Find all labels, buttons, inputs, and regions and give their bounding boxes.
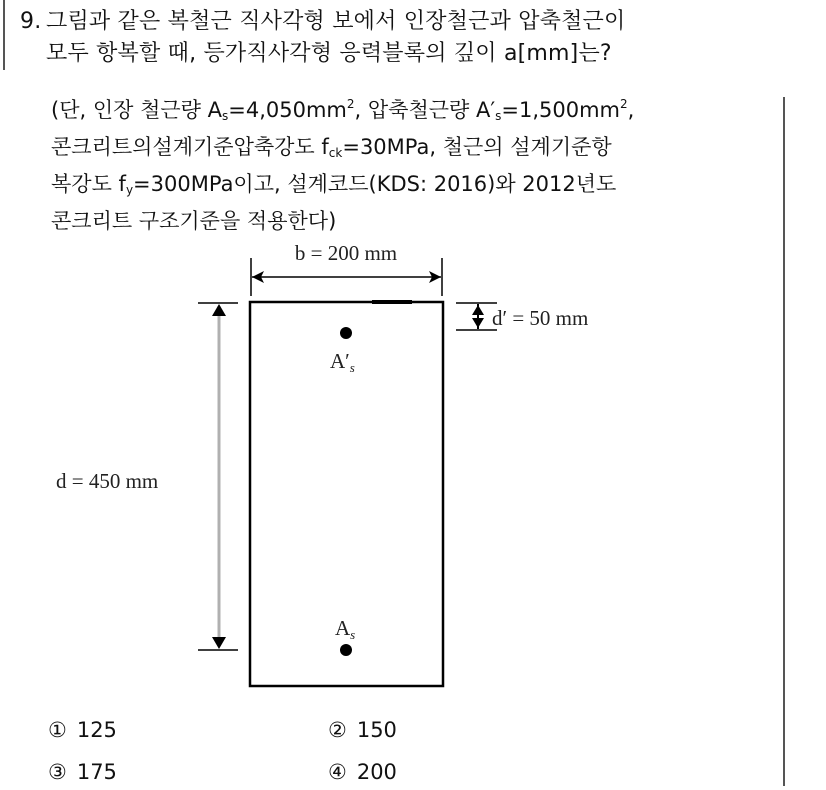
compression-steel-dot xyxy=(340,327,352,339)
arrow-down-small-icon xyxy=(472,318,484,328)
choice-4[interactable] xyxy=(328,754,397,790)
choice-mark: ① xyxy=(48,718,67,742)
compression-steel-label: A′s xyxy=(330,349,355,375)
condition-text: , xyxy=(627,98,635,122)
choice-value: 125 xyxy=(76,718,117,742)
condition-text: =300MPa이고, 설계코드(KDS: 2016)와 2012년도 xyxy=(133,172,617,196)
choice-value: 200 xyxy=(356,760,397,784)
condition-text: 복강도 f xyxy=(51,172,126,196)
depth-label: d = 450 mm xyxy=(56,469,159,493)
condition-text: 콘크리트의설계기준압축강도 f xyxy=(51,135,329,159)
arrow-up-small-icon xyxy=(472,305,484,315)
subscript: y xyxy=(125,183,134,197)
width-label: b = 200 mm xyxy=(294,241,398,265)
question-number: 9. xyxy=(20,9,42,34)
question-line-2: 모두 항복할 때, 등가직사각형 응력블록의 깊이 a[mm]는? xyxy=(46,41,612,66)
cover-label: d′ = 50 mm xyxy=(492,306,589,330)
choice-3[interactable] xyxy=(48,754,117,790)
question-line-1-text: 그림과 같은 복철근 직사각형 보에서 인장철근과 압축철근이 xyxy=(46,9,626,34)
subscript: s xyxy=(221,109,229,123)
condition-text: (단, 인장 철근량 A xyxy=(51,98,222,122)
subscript: s xyxy=(495,109,502,123)
arrow-down-icon xyxy=(212,637,226,649)
condition-text: =1,500mm xyxy=(501,98,621,122)
choice-value: 175 xyxy=(76,760,117,784)
superscript: 2 xyxy=(346,97,355,111)
tension-steel-dot xyxy=(340,644,352,656)
choice-value: 150 xyxy=(356,718,397,742)
condition-line-4: 콘크리트 구조기준을 적용한다) xyxy=(51,209,337,233)
choice-mark: ④ xyxy=(328,760,347,784)
condition-text: =30MPa, 철근의 설계기준항 xyxy=(342,135,612,159)
subscript: ck xyxy=(328,146,343,160)
choice-mark: ② xyxy=(328,718,347,742)
choice-1[interactable] xyxy=(48,712,117,748)
choice-2[interactable] xyxy=(328,712,397,748)
choice-mark: ③ xyxy=(48,760,67,784)
condition-text: =4,050mm xyxy=(228,98,347,122)
superscript: 2 xyxy=(620,97,628,111)
tension-steel-label: As xyxy=(335,616,356,642)
condition-text: , 압축철근량 A′ xyxy=(354,98,496,122)
arrow-up-icon xyxy=(212,304,226,316)
